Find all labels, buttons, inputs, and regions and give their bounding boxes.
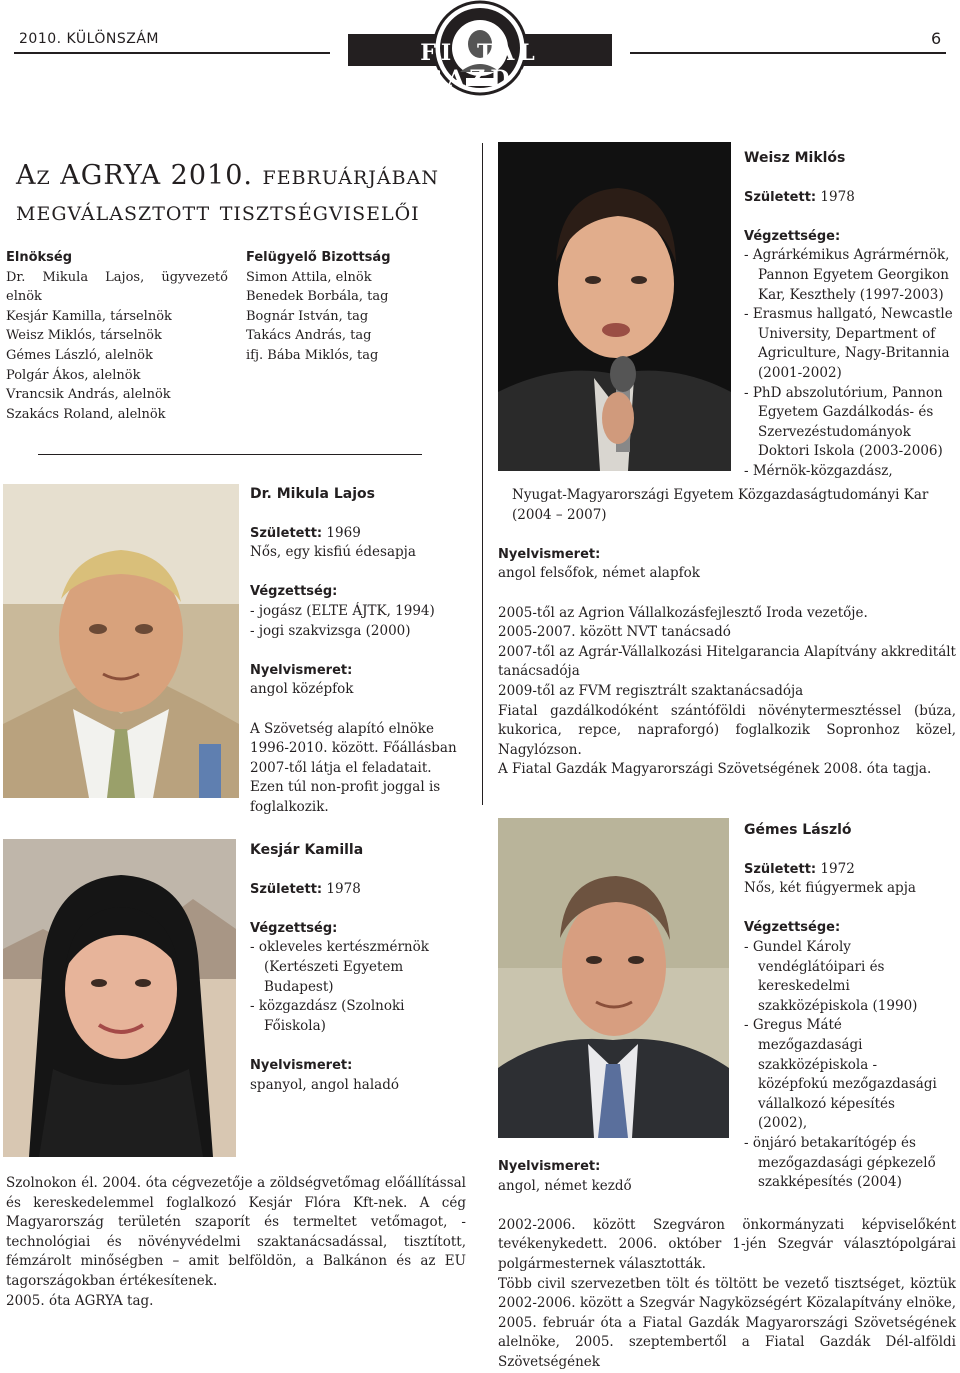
mikula-edu-label: Végzettség: (250, 584, 338, 600)
weisz-born (744, 188, 956, 208)
kesjar-bio-block (6, 1174, 466, 1311)
mikula-lang-label: Nyelvismeret: (250, 662, 353, 678)
weisz-edu-item: - Erasmus hallgató, Newcastle University, Department of Agriculture, Nagy-Britannia (2001-2002) (744, 306, 953, 381)
kesjar-name: Kesjár Kamilla (250, 842, 364, 858)
kesjar-born (250, 880, 472, 900)
logo-wordmark: FIATAL GAZDA (420, 40, 540, 92)
born-value: 1978 (326, 880, 361, 897)
mikula-name: Dr. Mikula Lajos (250, 486, 375, 502)
mikula-born (250, 524, 470, 544)
mikula-family: Nős, egy kisfiú édesapja (250, 544, 416, 561)
weisz-lang-label: Nyelvismeret: (498, 546, 601, 562)
born-value: 1972 (820, 860, 855, 877)
kesjar-edu-label: Végzettség: (250, 920, 338, 936)
weisz-bio-line: 2007-től az Agrár-Vállalkozási Hitelgarancia Alapítvány akkreditált tanácsadója (498, 643, 956, 680)
title-line-1: Az AGRYA 2010. februárjában (16, 160, 439, 191)
weisz-bio-line: 2005-től az Agrion Vállalkozásfejlesztő Iroda vezetője. (498, 604, 868, 621)
weisz-edu-item: - PhD abszolutórium, Pannon Egyetem Gazdálkodás- és Szervezéstudományok Doktori Iskola (2003-2006) (744, 384, 943, 460)
portrait-kesjar-kamilla (3, 839, 236, 1157)
weisz-profile (744, 148, 956, 482)
weisz-lang: angol felsőfok, német alapfok (498, 565, 700, 582)
title-line-2: megválasztott tisztségviselői (16, 196, 420, 227)
born-label: Született: (744, 189, 817, 205)
fiatal-gazda-logo (330, 0, 630, 96)
weisz-bio-line: Fiatal gazdálkodóként szántóföldi növénytermesztéssel (búza, kukorica, repce, napraforgó) foglalkozik Sopronhoz közel, Nagylózson. (498, 702, 956, 758)
kesjar-bio-2: 2005. óta AGRYA tag. (6, 1292, 154, 1309)
felugyelo-block (246, 248, 476, 366)
gemes-name: Gémes László (744, 822, 852, 838)
weisz-edu-item: - Mérnök-közgazdász, (744, 462, 893, 479)
felugyelo-line: Benedek Borbála, tag (246, 289, 389, 305)
gemes-edu-item: - Gregus Máté mezőgazdasági szakközépiskola - középfokú mezőgazdasági vállalkozó képesítés (2002), (744, 1017, 937, 1132)
kesjar-edu-item: - közgazdász (Szolnoki Főiskola) (250, 998, 405, 1034)
elnokseg-line: Dr. Mikula Lajos, ügyvezető elnök (6, 269, 228, 305)
gemes-bio-2: Több civil szervezetben tölt és töltött be vezető tisztséget, köztük 2002-2006. között a Szegvár Nagyközségért Közalapítvány elnöke, 2005. február óta a Fiatal Gazdák Magyarországi Szövetségének alelnöke, 2005. szeptembertől a Fiatal Gazdák Dél-alföldi Szövetségének (498, 1275, 956, 1370)
page-title (16, 158, 439, 230)
elnokseg-line: Weisz Miklós, társelnök (6, 328, 162, 344)
gemes-born (744, 860, 956, 880)
born-value: 1978 (820, 188, 855, 205)
born-label: Született: (250, 525, 323, 541)
elnokseg-line: Gémes László, alelnök (6, 347, 153, 363)
portrait-weisz-miklos (498, 142, 731, 471)
page-number: 6 (931, 29, 942, 48)
elnokseg-heading: Elnökség (6, 250, 73, 265)
born-value: 1969 (326, 524, 361, 541)
gemes-lang: angol, német kezdő (498, 1177, 632, 1194)
felugyelo-line: Simon Attila, elnök (246, 269, 372, 285)
weisz-bio-line: 2005-2007. között NVT tanácsadó (498, 624, 731, 641)
gemes-lang-label: Nyelvismeret: (498, 1159, 601, 1174)
gemes-profile (744, 820, 956, 1193)
elnokseg-line: Vrancsik András, alelnök (6, 387, 171, 403)
elnokseg-line: Polgár Ákos, alelnök (6, 367, 141, 383)
gemes-edu-item: - önjáró betakarítógép és mezőgazdasági gépkezelő szakképesítés (2004) (744, 1134, 936, 1191)
section-rule (38, 454, 422, 455)
born-label: Született: (744, 861, 817, 877)
weisz-edu-item: Nyugat-Magyarországi Egyetem Közgazdaságtudományi Kar (2004 – 2007) (512, 487, 929, 523)
felugyelo-line: Bognár István, tag (246, 308, 369, 324)
elnokseg-block (6, 248, 228, 424)
gemes-edu-label: Végzettsége: (744, 920, 841, 936)
weisz-bio-line: A Fiatal Gazdák Magyarországi Szövetségének 2008. óta tagja. (498, 761, 932, 778)
kesjar-lang: spanyol, angol haladó (250, 1076, 399, 1093)
born-label: Született: (250, 881, 323, 897)
felugyelo-heading: Felügyelő Bizottság (246, 250, 391, 265)
weisz-bio-line: 2009-től az FVM regisztrált szaktanácsadója (498, 682, 804, 699)
weisz-edu-label: Végzettsége: (744, 228, 841, 244)
mikula-bio: A Szövetség alapító elnöke 1996-2010. között. Főállásban 2007-től látja el feladatait. Ezen túl non-profit joggal is foglalkozik. (250, 720, 457, 815)
elnokseg-line: Kesjár Kamilla, társelnök (6, 308, 172, 324)
gemes-profile-cont (498, 1157, 956, 1373)
weisz-name: Weisz Miklós (744, 150, 846, 166)
kesjar-profile (250, 840, 472, 1095)
kesjar-edu-item: - okleveles kertészmérnök (Kertészeti Egyetem Budapest) (250, 939, 429, 995)
portrait-gemes-laszlo (498, 818, 729, 1138)
kesjar-lang-label: Nyelvismeret: (250, 1057, 353, 1073)
gemes-bio: 2002-2006. között Szegváron önkormányzati képviselőként tevékenykedett. 2006. október 1-jén Szegvár választópolgárai polgármesternek választották. (498, 1216, 956, 1272)
mikula-edu-item: - jogász (ELTE ÁJTK, 1994) (250, 602, 435, 619)
mikula-lang: angol középfok (250, 681, 354, 698)
gemes-edu-item: - Gundel Károly vendéglátóipari és kereskedelmi szakközépiskola (1990) (744, 938, 918, 1014)
elnokseg-line: Szakács Roland, alelnök (6, 406, 166, 422)
mikula-profile (250, 484, 470, 818)
portrait-mikula-lajos (3, 484, 239, 798)
weisz-edu-item: - Agrárkémikus Agrármérnök, Pannon Egyetem Georgikon Kar, Keszthely (1997-2003) (744, 247, 950, 303)
issue-label: 2010. KÜLÖNSZÁM (19, 31, 160, 47)
kesjar-bio: Szolnokon él. 2004. óta cégvezetője a zöldségvetőmag előállítással és kereskedelemmel foglalkozó Kesjár Flóra Kft-nek. A cég Magyarország területén szaporít és termeltet vetőmagot, - technológiai és növényvédelmi szaktanácsadással, tisztított, fémzárolt minőségben – amit belföldön, a Balkánon és az EU tagországokban értékesítenek. (6, 1175, 466, 1289)
gemes-family: Nős, két fiúgyermek apja (744, 880, 916, 897)
column-divider (482, 143, 483, 805)
mikula-edu-item: - jogi szakvizsga (2000) (250, 622, 411, 639)
weisz-profile-cont (498, 486, 956, 780)
felugyelo-line: ifj. Bába Miklós, tag (246, 347, 379, 363)
felugyelo-line: Takács András, tag (246, 328, 372, 344)
